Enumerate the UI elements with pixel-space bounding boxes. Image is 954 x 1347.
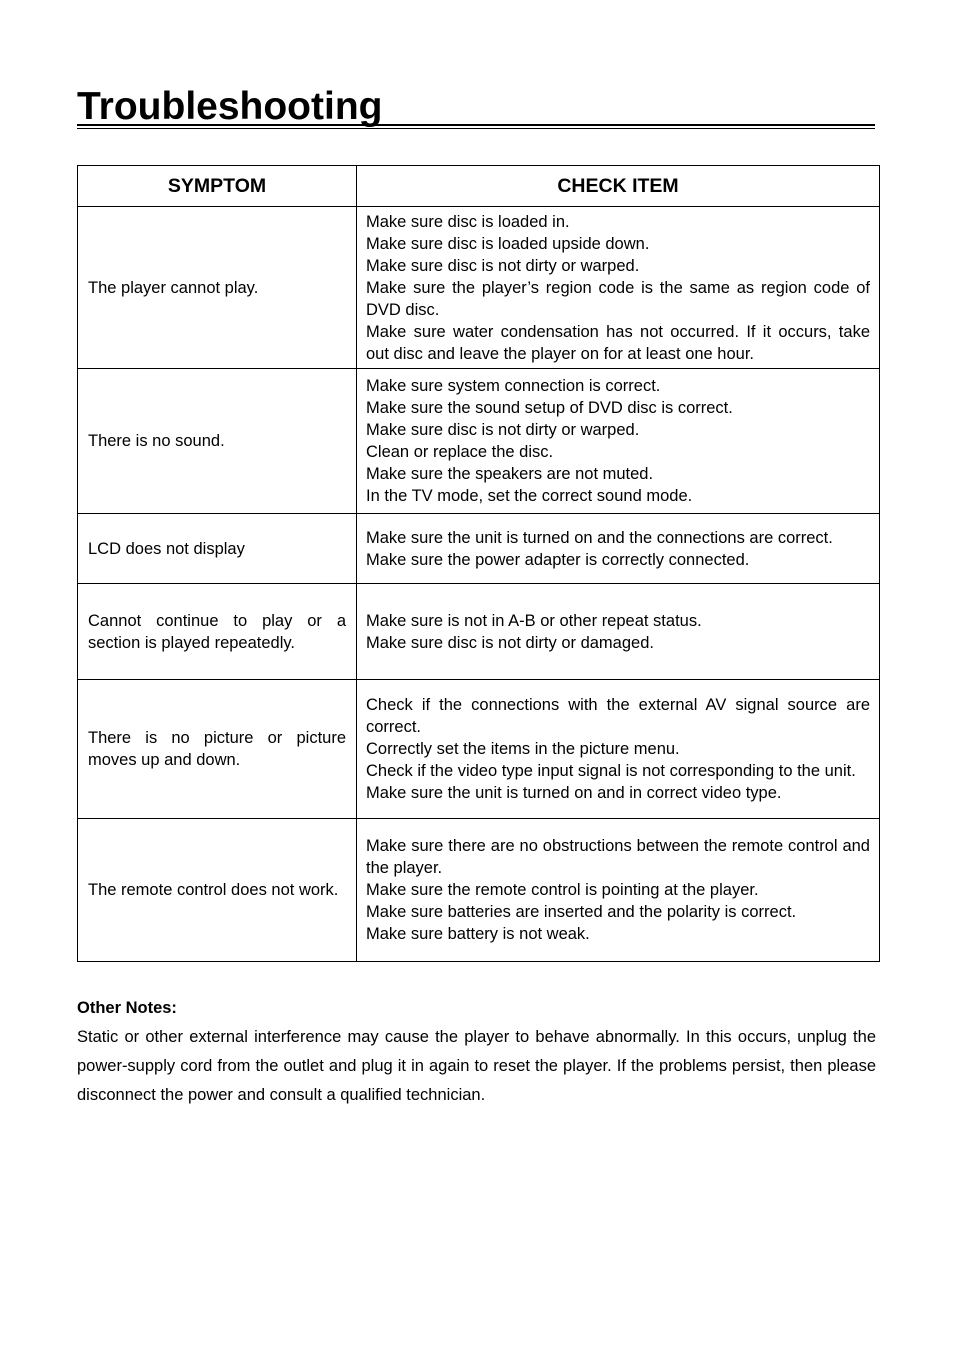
check-item-cell (357, 819, 880, 962)
troubleshooting-table (77, 165, 880, 962)
check-item-cell (357, 514, 880, 584)
check-item: Make sure is not in A-B or other repeat status. (366, 611, 702, 630)
check-item: Make sure disc is not dirty or warped. (366, 421, 640, 439)
check-item-cell (357, 207, 880, 369)
symptom-column-header: SYMPTOM (78, 166, 357, 207)
check-item: Make sure disc is loaded in. (366, 212, 570, 231)
check-item: Make sure the power adapter is correctly connected. (366, 550, 750, 569)
check-item-column-header: CHECK ITEM (357, 166, 880, 207)
symptom-cell: The remote control does not work. (78, 819, 357, 962)
check-item: Make sure the speakers are not muted. (366, 465, 654, 483)
title-underline (77, 124, 875, 126)
check-item: Make sure water condensation has not occurred. If it occurs, take out disc and leave the player on for at least one hour. (366, 322, 870, 363)
other-notes-body: Static or other external interference may cause the player to behave abnormally. In this occurs, unplug the power-supply cord from the outlet and plug it in again to reset the player. If the problems persist, then please disconnect the power and consult a qualified technician. (77, 1028, 876, 1104)
check-item: Make sure batteries are inserted and the polarity is correct. (366, 903, 797, 921)
check-item: Make sure disc is not dirty or warped. (366, 256, 640, 275)
check-item: Make sure the player’s region code is the same as region code of DVD disc. (366, 278, 870, 319)
symptom-cell: LCD does not display (78, 514, 357, 584)
check-item-cell (357, 584, 880, 680)
table-row (78, 369, 880, 514)
check-item: Correctly set the items in the picture menu. (366, 740, 680, 758)
check-item: Make sure the sound setup of DVD disc is correct. (366, 399, 733, 417)
table-row (78, 207, 880, 369)
check-item: Make sure system connection is correct. (366, 377, 661, 395)
check-item: Check if the video type input signal is not corresponding to the unit. (366, 762, 856, 780)
check-item: Make sure the unit is turned on and in correct video type. (366, 784, 782, 802)
check-item: In the TV mode, set the correct sound mode. (366, 487, 693, 505)
title-underline-secondary (77, 128, 875, 129)
table-header-row (78, 166, 880, 207)
other-notes-heading: Other Notes: (77, 999, 177, 1017)
check-item: Check if the connections with the external AV signal source are correct. (366, 696, 870, 736)
check-item: Clean or replace the disc. (366, 443, 554, 461)
page-header (77, 84, 875, 130)
check-item: Make sure disc is not dirty or damaged. (366, 633, 654, 652)
table-row (78, 819, 880, 962)
check-item: Make sure the remote control is pointing at the player. (366, 881, 759, 899)
symptom-cell: The player cannot play. (78, 207, 357, 369)
page-title: Troubleshooting (77, 85, 383, 128)
other-notes-section (77, 994, 876, 1110)
table-row (78, 584, 880, 680)
symptom-cell: Cannot continue to play or a section is played repeatedly. (78, 584, 357, 680)
check-item: Make sure battery is not weak. (366, 925, 590, 943)
table-row (78, 680, 880, 819)
symptom-cell: There is no picture or picture moves up and down. (78, 680, 357, 819)
check-item-cell (357, 680, 880, 819)
table-row (78, 514, 880, 584)
check-item: Make sure there are no obstructions between the remote control and the player. (366, 837, 870, 877)
check-item: Make sure the unit is turned on and the connections are correct. (366, 528, 833, 547)
check-item-cell (357, 369, 880, 514)
check-item: Make sure disc is loaded upside down. (366, 234, 650, 253)
symptom-cell: There is no sound. (78, 369, 357, 514)
